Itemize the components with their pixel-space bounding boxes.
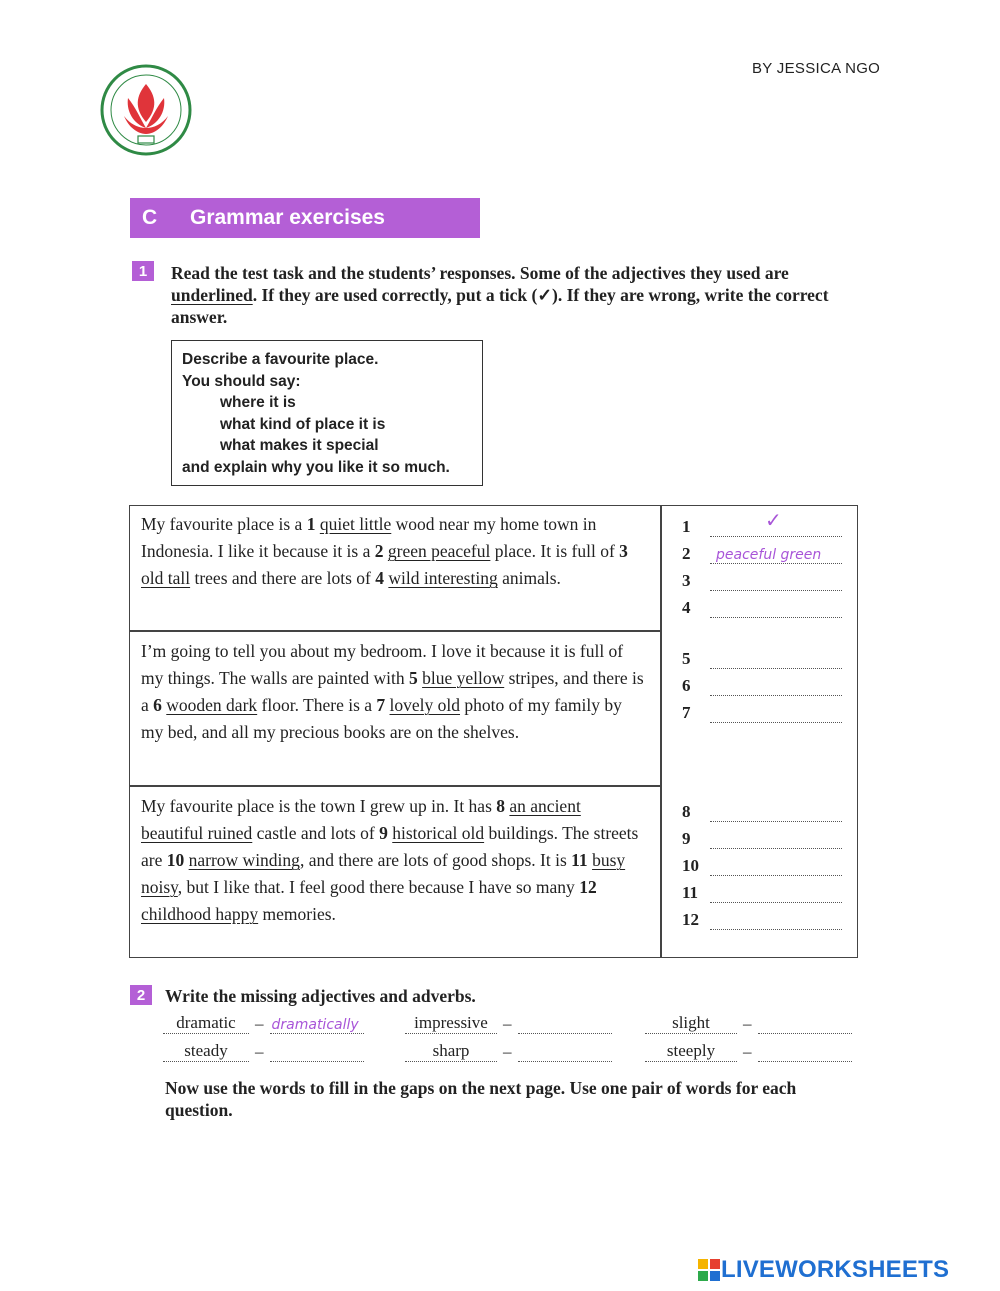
response-text: trees and there are lots of — [190, 568, 376, 588]
pair-dash: – — [743, 1014, 752, 1033]
answer-number: 9 — [682, 829, 691, 848]
response-text: My favourite place is the town I grew up in. It has — [141, 796, 497, 816]
student-response-1 — [141, 511, 646, 592]
section-letter: C — [142, 206, 158, 229]
answer-number: 2 — [682, 544, 691, 563]
pair-dash: – — [503, 1014, 512, 1033]
answer-field-8[interactable] — [710, 801, 842, 822]
response-text: stripes, and there is a — [141, 668, 644, 715]
response-text: castle and lots of — [252, 823, 380, 843]
response-text: place. It is full of — [490, 541, 620, 561]
section-title: Grammar exercises — [190, 206, 385, 229]
underlined-adjectives: an ancient beautiful ruined — [141, 796, 581, 843]
answer-row-6 — [682, 669, 842, 696]
item-number: 9 — [379, 823, 388, 843]
response-text: memories. — [258, 904, 336, 924]
item-number: 2 — [374, 541, 384, 561]
answer-field-5[interactable] — [710, 648, 842, 669]
exercise-1-badge: 1 — [132, 261, 154, 281]
underlined-adjectives: blue yellow — [422, 668, 505, 688]
answer-field-10[interactable] — [710, 855, 842, 876]
table-divider — [660, 505, 662, 958]
answer-row-2 — [682, 537, 842, 564]
answer-row-7 — [682, 696, 842, 723]
answer-number: 3 — [682, 571, 691, 590]
response-text: floor. There is a — [257, 695, 377, 715]
answer-field-12[interactable] — [710, 909, 842, 930]
response-text: animals. — [497, 568, 561, 588]
author-credit: BY JESSICA NGO — [752, 60, 881, 77]
underlined-adjectives: old tall — [141, 568, 191, 588]
task-line: and explain why you like it so much. — [182, 458, 450, 476]
table-row-divider — [129, 630, 661, 632]
answer-row-3 — [682, 564, 842, 591]
brand-name: LIVEWORKSHEETS — [721, 1256, 950, 1283]
word-pair — [405, 1010, 612, 1034]
student-response-3 — [141, 793, 646, 928]
task-line: what kind of place it is — [220, 415, 386, 433]
item-number: 6 — [153, 695, 162, 715]
exercise-2-followup: Now use the words to fill in the gaps on the next page. Use one pair of words for each question. — [165, 1078, 797, 1120]
underlined-adjectives: quiet little — [319, 514, 392, 534]
student-response-2 — [141, 638, 646, 746]
school-logo — [100, 64, 192, 156]
missing-word-field[interactable] — [518, 1041, 612, 1062]
task-line: what makes it special — [220, 437, 379, 454]
answer-number: 11 — [682, 883, 699, 902]
word-pair — [405, 1038, 612, 1062]
word-pair — [163, 1010, 364, 1034]
item-number: 11 — [571, 850, 588, 870]
answer-number: 1 — [682, 517, 691, 536]
answer-number: 6 — [682, 676, 691, 695]
answer-number: 5 — [682, 649, 691, 668]
given-word: impressive — [405, 1013, 497, 1034]
underlined-adjectives: historical old — [392, 823, 485, 843]
item-number: 10 — [166, 850, 185, 870]
underlined-adjectives: narrow winding — [188, 850, 300, 870]
word-pair — [163, 1038, 364, 1062]
answer-row-4 — [682, 591, 842, 618]
missing-word-field[interactable] — [270, 1013, 364, 1034]
underlined-adjectives: busy noisy — [141, 850, 626, 897]
response-text: I’m going to tell you about my bedroom. I love it because it is full of my things. The walls are painted with — [141, 641, 624, 688]
response-text: buildings. The streets are — [141, 823, 639, 870]
answer-row-1 — [682, 510, 842, 537]
given-word: steady — [163, 1041, 249, 1062]
answer-row-9 — [682, 822, 842, 849]
missing-word-field[interactable] — [518, 1013, 612, 1034]
underlined-adjectives: childhood happy — [141, 904, 259, 924]
response-text: wood near my home town in Indonesia. I like it because it is a — [141, 514, 597, 561]
answer-row-12 — [682, 903, 842, 930]
item-number: 4 — [375, 568, 384, 588]
word-pair — [645, 1038, 852, 1062]
answer-field-3[interactable] — [710, 570, 842, 591]
response-text: , and there are lots of good shops. It is — [299, 850, 572, 870]
item-number: 3 — [619, 541, 628, 561]
pair-dash: – — [743, 1042, 752, 1061]
answer-field-1[interactable] — [710, 508, 842, 537]
item-number: 1 — [306, 514, 316, 534]
answer-row-11 — [682, 876, 842, 903]
handwritten-answer: peaceful green — [716, 547, 822, 563]
answer-number: 10 — [682, 856, 699, 875]
response-text: , but I like that. I feel good there because I have so many — [177, 877, 580, 897]
item-number: 12 — [579, 877, 597, 897]
given-word: steeply — [645, 1041, 737, 1062]
exercise-2-badge: 2 — [130, 985, 152, 1005]
answer-number: 8 — [682, 802, 691, 821]
response-text: My favourite place is a — [141, 514, 307, 534]
answer-row-8 — [682, 795, 842, 822]
exercise-1-instruction: Read the test task and the students’ responses. Some of the adjectives they used are underlined. If they are used correctly, put a tick (✓). If they are wrong, write the correct answer. — [171, 263, 829, 327]
section-header — [130, 198, 480, 238]
exercise-2-instruction: Write the missing adjectives and adverbs. — [165, 986, 476, 1006]
given-word: slight — [645, 1013, 737, 1034]
answer-field-9[interactable] — [710, 828, 842, 849]
answer-field-4[interactable] — [710, 597, 842, 618]
table-row-divider — [129, 785, 661, 787]
answer-field-7[interactable] — [710, 702, 842, 723]
liveworksheets-logo-icon — [697, 1258, 721, 1282]
given-word: sharp — [405, 1041, 497, 1062]
given-word: dramatic — [163, 1013, 249, 1034]
underlined-adjectives: wild interesting — [388, 568, 498, 588]
word-pair — [645, 1010, 852, 1034]
answer-row-5 — [682, 642, 842, 669]
underlined-adjectives: lovely old — [389, 695, 461, 715]
underlined-adjectives: green peaceful — [387, 541, 491, 561]
answer-field-6[interactable] — [710, 675, 842, 696]
task-card — [171, 340, 483, 486]
answer-field-11[interactable] — [710, 882, 842, 903]
pair-dash: – — [255, 1042, 264, 1061]
missing-word-field[interactable] — [758, 1013, 852, 1034]
answer-field-2[interactable] — [710, 543, 842, 564]
task-line: Describe a favourite place. — [182, 351, 379, 368]
pair-dash: – — [255, 1014, 264, 1033]
response-text: photo of my family by my bed, and all my precious books are on the shelves. — [141, 695, 622, 742]
task-line: You should say: — [182, 372, 301, 390]
underlined-adjectives: wooden dark — [166, 695, 258, 715]
answer-number: 4 — [682, 598, 691, 617]
tick-mark: ✓ — [765, 508, 782, 532]
liveworksheets-brand — [697, 1256, 949, 1284]
item-number: 7 — [376, 695, 386, 715]
item-number: 8 — [496, 796, 506, 816]
handwritten-answer: dramatically — [271, 1017, 359, 1033]
answer-row-10 — [682, 849, 842, 876]
missing-word-field[interactable] — [758, 1041, 852, 1062]
task-line: where it is — [220, 394, 296, 411]
pair-dash: – — [503, 1042, 512, 1061]
answer-number: 12 — [682, 910, 699, 929]
missing-word-field[interactable] — [270, 1041, 364, 1062]
item-number: 5 — [408, 668, 418, 688]
answer-number: 7 — [682, 703, 691, 722]
